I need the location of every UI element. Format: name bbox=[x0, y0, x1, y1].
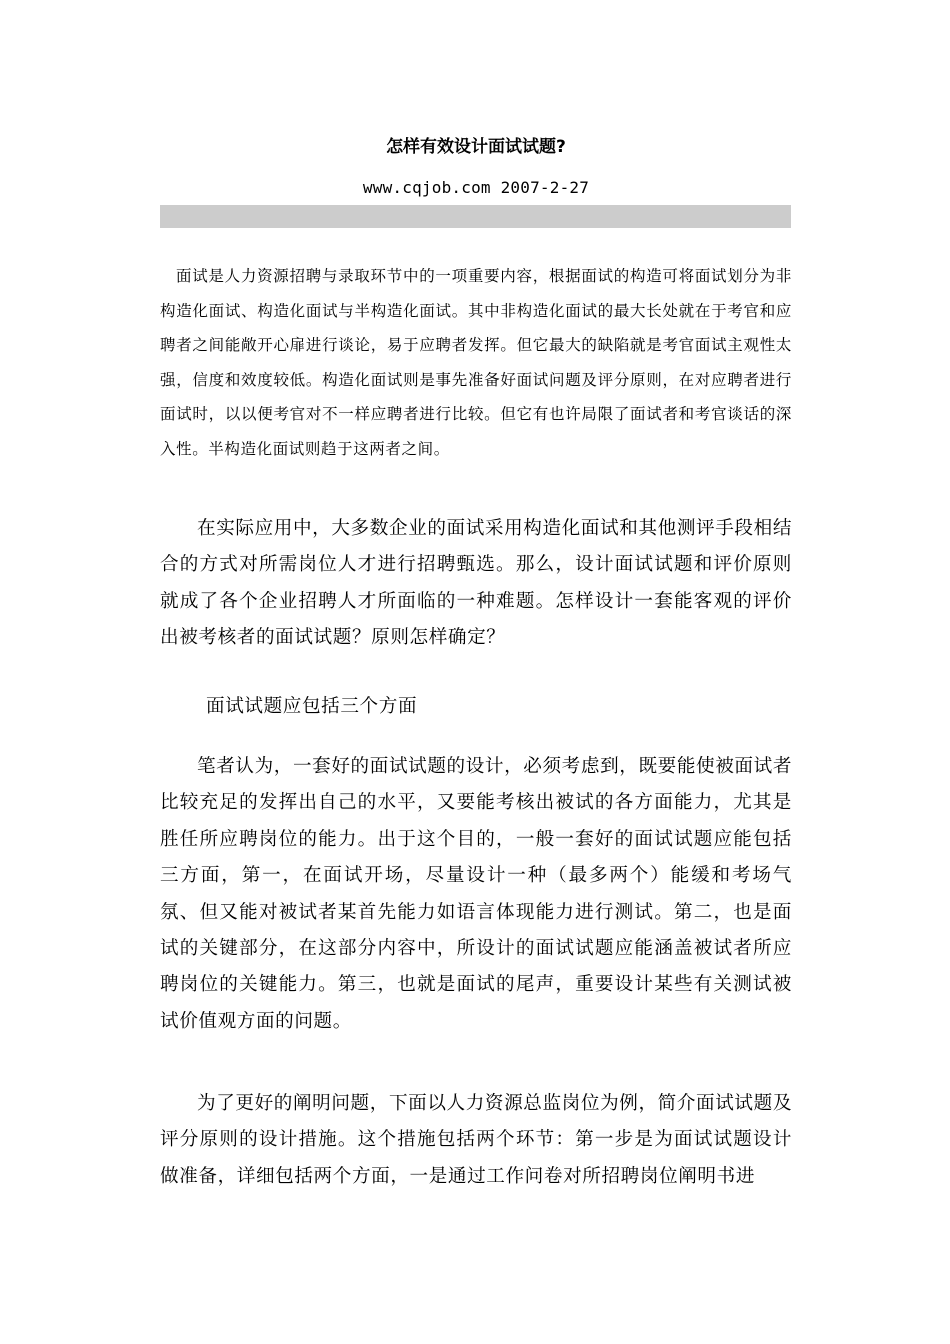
application-paragraph: 在实际应用中，大多数企业的面试采用构造化面试和其他测评手段相结合的方式对所需岗位人才进行招聘甄选。那么，设计面试试题和评价原则就成了各个企业招聘人才所面临的一种难题。怎样设计一套能客观的评价出被考核者的面试试题？原则怎样确定？ bbox=[160, 518, 793, 649]
intro-paragraph: 面试是人力资源招聘与录取环节中的一项重要内容，根据面试的构造可将面试划分为非构造化面试、构造化面试与半构造化面试。其中非构造化面试的最大长处就在于考官和应聘者之间能敞开心扉进行谈论，易于应聘者发挥。但它最大的缺陷就是考官面试主观性太强，信度和效度较低。构造化面试则是事先准备好面试问题及评分原则，在对应聘者进行面试时，以以便考官对不一样应聘者进行比较。但它有也许局限了面试者和考官谈话的深入性。半构造化面试则趋于这两者之间。 bbox=[160, 267, 792, 458]
section-subheading: 面试试题应包括三个方面 bbox=[206, 696, 418, 717]
author-view-paragraph: 笔者认为，一套好的面试试题的设计，必须考虑到，既要能使被面试者比较充足的发挥出自己的水平，又要能考核出被试的各方面能力，尤其是胜任所应聘岗位的能力。出于这个目的，一般一套好的面试试题应能包括三方面，第一，在面试开场，尽量设计一种（最多两个）能缓和考场气氛、但又能对被试者某首先能力如语言体现能力进行测试。第二，也是面试的关键部分，在这部分内容中，所设计的面试试题应能涵盖被试者所应聘岗位的关键能力。第三，也就是面试的尾声，重要设计某些有关测试被试价值观方面的问题。 bbox=[160, 756, 793, 1032]
document-title: 怎样有效设计面试试题? bbox=[386, 137, 566, 157]
example-paragraph: 为了更好的阐明问题，下面以人力资源总监岗位为例，简介面试试题及评分原则的设计措施。这个措施包括两个环节：第一步是为面试试题设计做准备，详细包括两个方面，一是通过工作问卷对所招聘岗位阐明书进 bbox=[160, 1093, 793, 1187]
source-and-date: www.cqjob.com 2007-2-27 bbox=[362, 178, 590, 197]
header-divider-bar bbox=[160, 205, 791, 228]
